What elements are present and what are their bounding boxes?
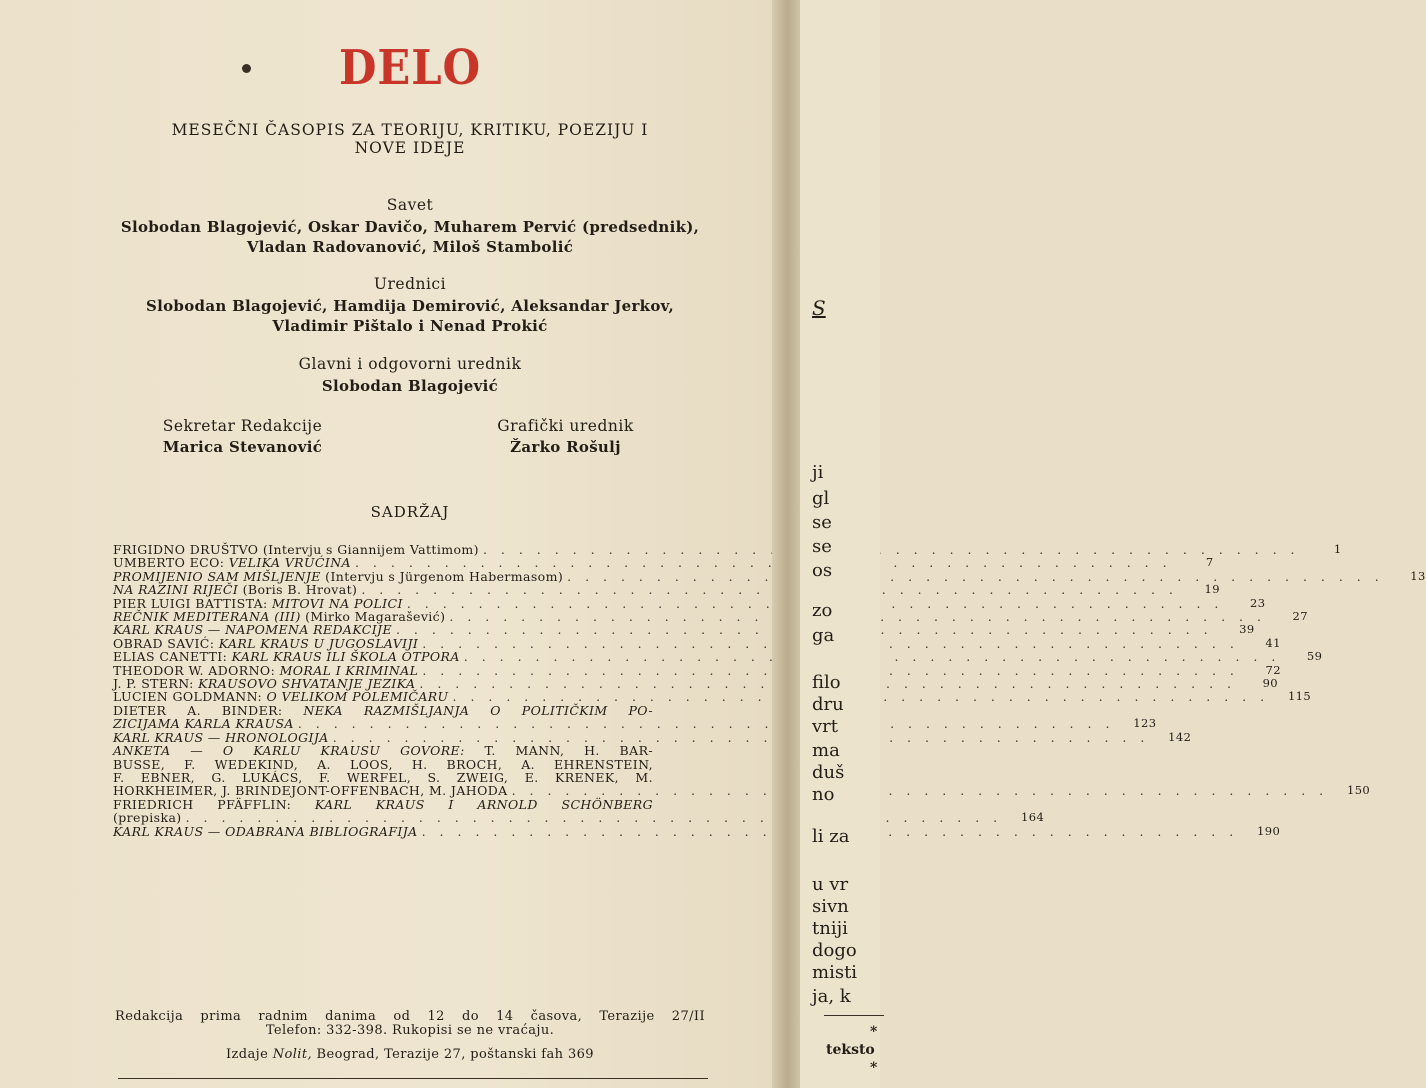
next-page-text-fragment: * <box>870 1024 878 1040</box>
toc-entry-text <box>113 610 445 623</box>
urednici-section <box>100 275 720 336</box>
next-page-text-fragment: li za <box>812 826 850 847</box>
toc-entry-title: KARL KRAUS — ODABRANA BIBLIOGRAFIJA <box>113 823 418 839</box>
savet-names-line-2: Vladan Radovanović, Miloš Stambolić <box>246 238 574 256</box>
toc-page-number: 27 <box>1292 609 1308 624</box>
publisher-line <box>115 1048 705 1062</box>
next-page-text-fragment: no <box>812 784 835 805</box>
toc-entry-author: OBRAD SAVIĆ: <box>113 635 219 651</box>
urednici-names-line-2: Vladimir Pištalo i Nenad Prokić <box>272 317 548 335</box>
next-page-text-fragment: zo <box>812 600 833 621</box>
toc-entry-text <box>113 650 460 663</box>
toc-page-number: 13 <box>1410 568 1426 583</box>
glavni-urednik-section <box>100 355 720 396</box>
toc-entry-anketa[interactable] <box>113 744 703 757</box>
toc-entry-title: O VELIKOM POLEMIČARU <box>266 689 449 705</box>
toc-page-number: 1 <box>1333 542 1342 556</box>
glavni-urednik-label: Glavni i odgovorni urednik <box>298 355 522 373</box>
toc-entry-authors: T. MANN, H. BAR- <box>464 743 654 759</box>
next-page-text-fragment: teksto <box>826 1042 875 1058</box>
next-page-text-fragment: os <box>812 560 833 581</box>
glavni-urednik-name: Slobodan Blagojević <box>321 377 499 395</box>
journal-title: DELO <box>338 40 482 96</box>
toc-entry-note: (Mirko Magarašević) <box>300 609 446 625</box>
savet-section <box>100 196 720 257</box>
next-page-text-fragment: ma <box>812 740 840 761</box>
next-page-text-fragment: dogo <box>812 940 857 961</box>
toc-entry-title: REČNIK MEDITERANA (III) <box>113 609 301 625</box>
toc-entry-note: (Intervju s Jürgenom Habermasom) <box>320 568 564 584</box>
toc-entry-title: KARL KRAUS — NAPOMENA REDAKCIJE <box>113 622 392 638</box>
toc-leader-dots <box>479 543 1300 556</box>
toc-entry-title: PROMIJENIO SAM MIŠLJENJE <box>113 568 321 584</box>
toc-entry-pfafflin-cont <box>113 810 1045 826</box>
toc-leader-dots <box>563 570 1384 583</box>
toc-entry[interactable] <box>113 582 1220 598</box>
toc-leader-dots <box>351 556 1172 569</box>
next-page-text-fragment: tniji <box>812 918 848 939</box>
toc-leader-dots <box>329 731 1150 744</box>
toc-entry-title: NA RAZINI RIJEČI <box>113 582 239 598</box>
subtitle-line-1: MESEČNI ČASOPIS ZA TEORIJU, KRITIKU, POEZIJU I <box>171 121 649 139</box>
next-page-text-fragment: misti <box>812 962 858 983</box>
toc-entry-author: DIETER A. BINDER: <box>113 702 304 718</box>
toc-entry-text <box>113 556 351 569</box>
toc-page-number: 90 <box>1262 676 1278 691</box>
toc-page-number: 19 <box>1204 582 1220 597</box>
next-page-text-fragment: se <box>812 512 832 533</box>
toc-entry-anketa-cont <box>113 771 703 784</box>
next-page-text-fragment: ja, k <box>812 986 851 1007</box>
toc-entry-anketa-cont <box>113 758 703 771</box>
footer-line-2: Telefon: 332-398. Rukopisi se ne vraćaju. <box>265 1023 555 1038</box>
graficki-label: Grafički urednik <box>497 417 634 435</box>
next-page-text-fragment: ji <box>812 462 824 483</box>
next-page-text-fragment: * <box>870 1060 878 1076</box>
toc-entry-author: PIER LUIGI BATTISTA: <box>113 595 273 611</box>
next-page-text-fragment: dru <box>812 694 844 715</box>
toc-entry-title: KARL KRAUS I ARNOLD SCHÖNBERG <box>314 796 654 812</box>
toc-entry-title: KARL KRAUS ILI ŠKOLA OTPORA <box>231 649 460 665</box>
toc-entry-text <box>113 664 418 677</box>
toc-leader-dots <box>357 583 1178 596</box>
sekretar-section <box>150 417 335 457</box>
sekretar-name: Marica Stevanović <box>162 438 323 456</box>
publisher-name: Nolit, <box>272 1047 313 1062</box>
toc-entry-hronologija[interactable] <box>113 729 1192 745</box>
toc-entry-authors: BUSSE, F. WEDEKIND, A. LOOS, H. BROCH, A. EHRENSTEIN, <box>113 756 653 772</box>
toc-entry-authors: F. EBNER, G. LUKÁCS, F. WERFEL, S. ZWEIG, E. KRENEK, M. <box>113 769 653 785</box>
toc-entry-author: J. P. STERN: <box>113 676 199 692</box>
toc-entry-note: (Boris B. Hrovat) <box>238 582 358 598</box>
next-page-text-fragment: se <box>812 536 832 557</box>
next-page-edge <box>800 0 880 1088</box>
next-page-text-fragment: ga <box>812 625 835 646</box>
next-page-text-fragment: filo <box>812 672 841 693</box>
toc-entry-title: ANKETA — O KARLU KRAUSU GOVORE: <box>113 743 465 759</box>
toc-entry-pfafflin[interactable] <box>113 798 703 811</box>
toc-entry-author: FRIEDRICH PFÄFFLIN: <box>113 796 315 812</box>
toc-entry-binder[interactable] <box>113 704 703 717</box>
next-page-rule <box>824 1015 884 1016</box>
toc-entry-author: ELIAS CANETTI: <box>113 649 232 665</box>
toc-entry-text <box>113 583 357 596</box>
book-gutter <box>772 0 800 1088</box>
toc-entry-author: LUCIEN GOLDMANN: <box>113 689 267 705</box>
toc-entry-authors: HORKHEIMER, J. BRINDEJONT-OFFENBACH, M. JAHODA <box>113 783 508 799</box>
toc-page-number: 72 <box>1265 662 1281 677</box>
next-page-text-fragment: gl <box>812 488 830 509</box>
toc-page-number: 23 <box>1249 595 1266 610</box>
toc-leader-dots <box>508 784 1329 797</box>
footer-line-1: Redakcija prima radnim danima od 12 do 14 časova, Terazije 27/II <box>115 1009 705 1024</box>
toc-leader-dots <box>294 717 1115 730</box>
bottom-rule <box>118 1078 708 1079</box>
toc-entry-title: VELIKA VRUĆINA <box>228 555 351 571</box>
graficki-name: Žarko Rošulj <box>510 438 621 456</box>
toc-entry-title: MORAL I KRIMINAL <box>279 662 419 678</box>
toc-page-number: 41 <box>1265 635 1281 650</box>
sekretar-label: Sekretar Redakcije <box>162 417 323 435</box>
contents-heading: SADRŽAJ <box>370 503 450 521</box>
toc-entry-text <box>113 690 449 703</box>
toc-page-number: 190 <box>1257 823 1281 838</box>
publisher-address: Beograd, Terazije 27, poštanski fah 369 <box>312 1047 594 1062</box>
toc-page-number: 39 <box>1239 622 1255 637</box>
toc-entry[interactable] <box>113 662 1281 678</box>
toc-entry-author: UMBERTO ECO: <box>113 555 229 571</box>
journal-subtitle <box>100 121 720 157</box>
toc-entry-title: KARL KRAUS U JUGOSLAVIJI <box>218 635 419 651</box>
next-page-text-fragment: S <box>812 296 826 320</box>
toc-entry-author: THEODOR W. ADORNO: <box>113 662 280 678</box>
next-page-text-fragment: sivn <box>812 896 849 917</box>
toc-entry-title: KARL KRAUS — HRONOLOGIJA <box>113 729 329 745</box>
toc-entry-note: (prepiska) <box>113 810 182 826</box>
subtitle-line-2: NOVE IDEJE <box>354 139 466 157</box>
next-page-text-fragment: vrt <box>812 716 839 737</box>
toc-page-number: 142 <box>1168 729 1192 744</box>
next-page-text-fragment: u vr <box>812 874 849 895</box>
toc-page-number: 59 <box>1306 649 1323 664</box>
toc-page-number: 164 <box>1021 810 1045 825</box>
toc-entry-title: MITOVI NA POLICI <box>272 595 403 611</box>
publisher-prefix: Izdaje <box>226 1047 273 1062</box>
toc-page-number: 115 <box>1287 689 1312 704</box>
toc-entry-text <box>113 623 392 636</box>
next-page-text-fragment: duš <box>812 762 845 783</box>
toc-page-number: 150 <box>1347 783 1371 798</box>
toc-entry[interactable] <box>113 649 1323 665</box>
urednici-names-line-1: Slobodan Blagojević, Hamdija Demirović, Aleksandar Jerkov, <box>146 297 674 315</box>
footer-info <box>115 1010 705 1038</box>
toc-page-number: 7 <box>1205 555 1214 570</box>
graficki-section <box>478 417 653 457</box>
toc-page-number: 123 <box>1133 716 1157 731</box>
toc-entry-title: NEKA RAZMIŠLJANJA O POLITIČKIM PO- <box>303 702 653 718</box>
toc-entry-title: ZICIJAMA KARLA KRAUSA <box>113 716 294 732</box>
savet-names-line-1: Slobodan Blagojević, Oskar Davičo, Muharem Pervić (predsednik), <box>120 218 700 236</box>
toc-entry-author: FRIGIDNO DRUŠTVO (Intervju s Giannijem Vattimom) <box>113 542 479 557</box>
toc-entry-title: KRAUSOVO SHVATANJE JEZIKA <box>198 676 416 692</box>
savet-label: Savet <box>386 196 434 214</box>
urednici-label: Urednici <box>373 275 447 293</box>
